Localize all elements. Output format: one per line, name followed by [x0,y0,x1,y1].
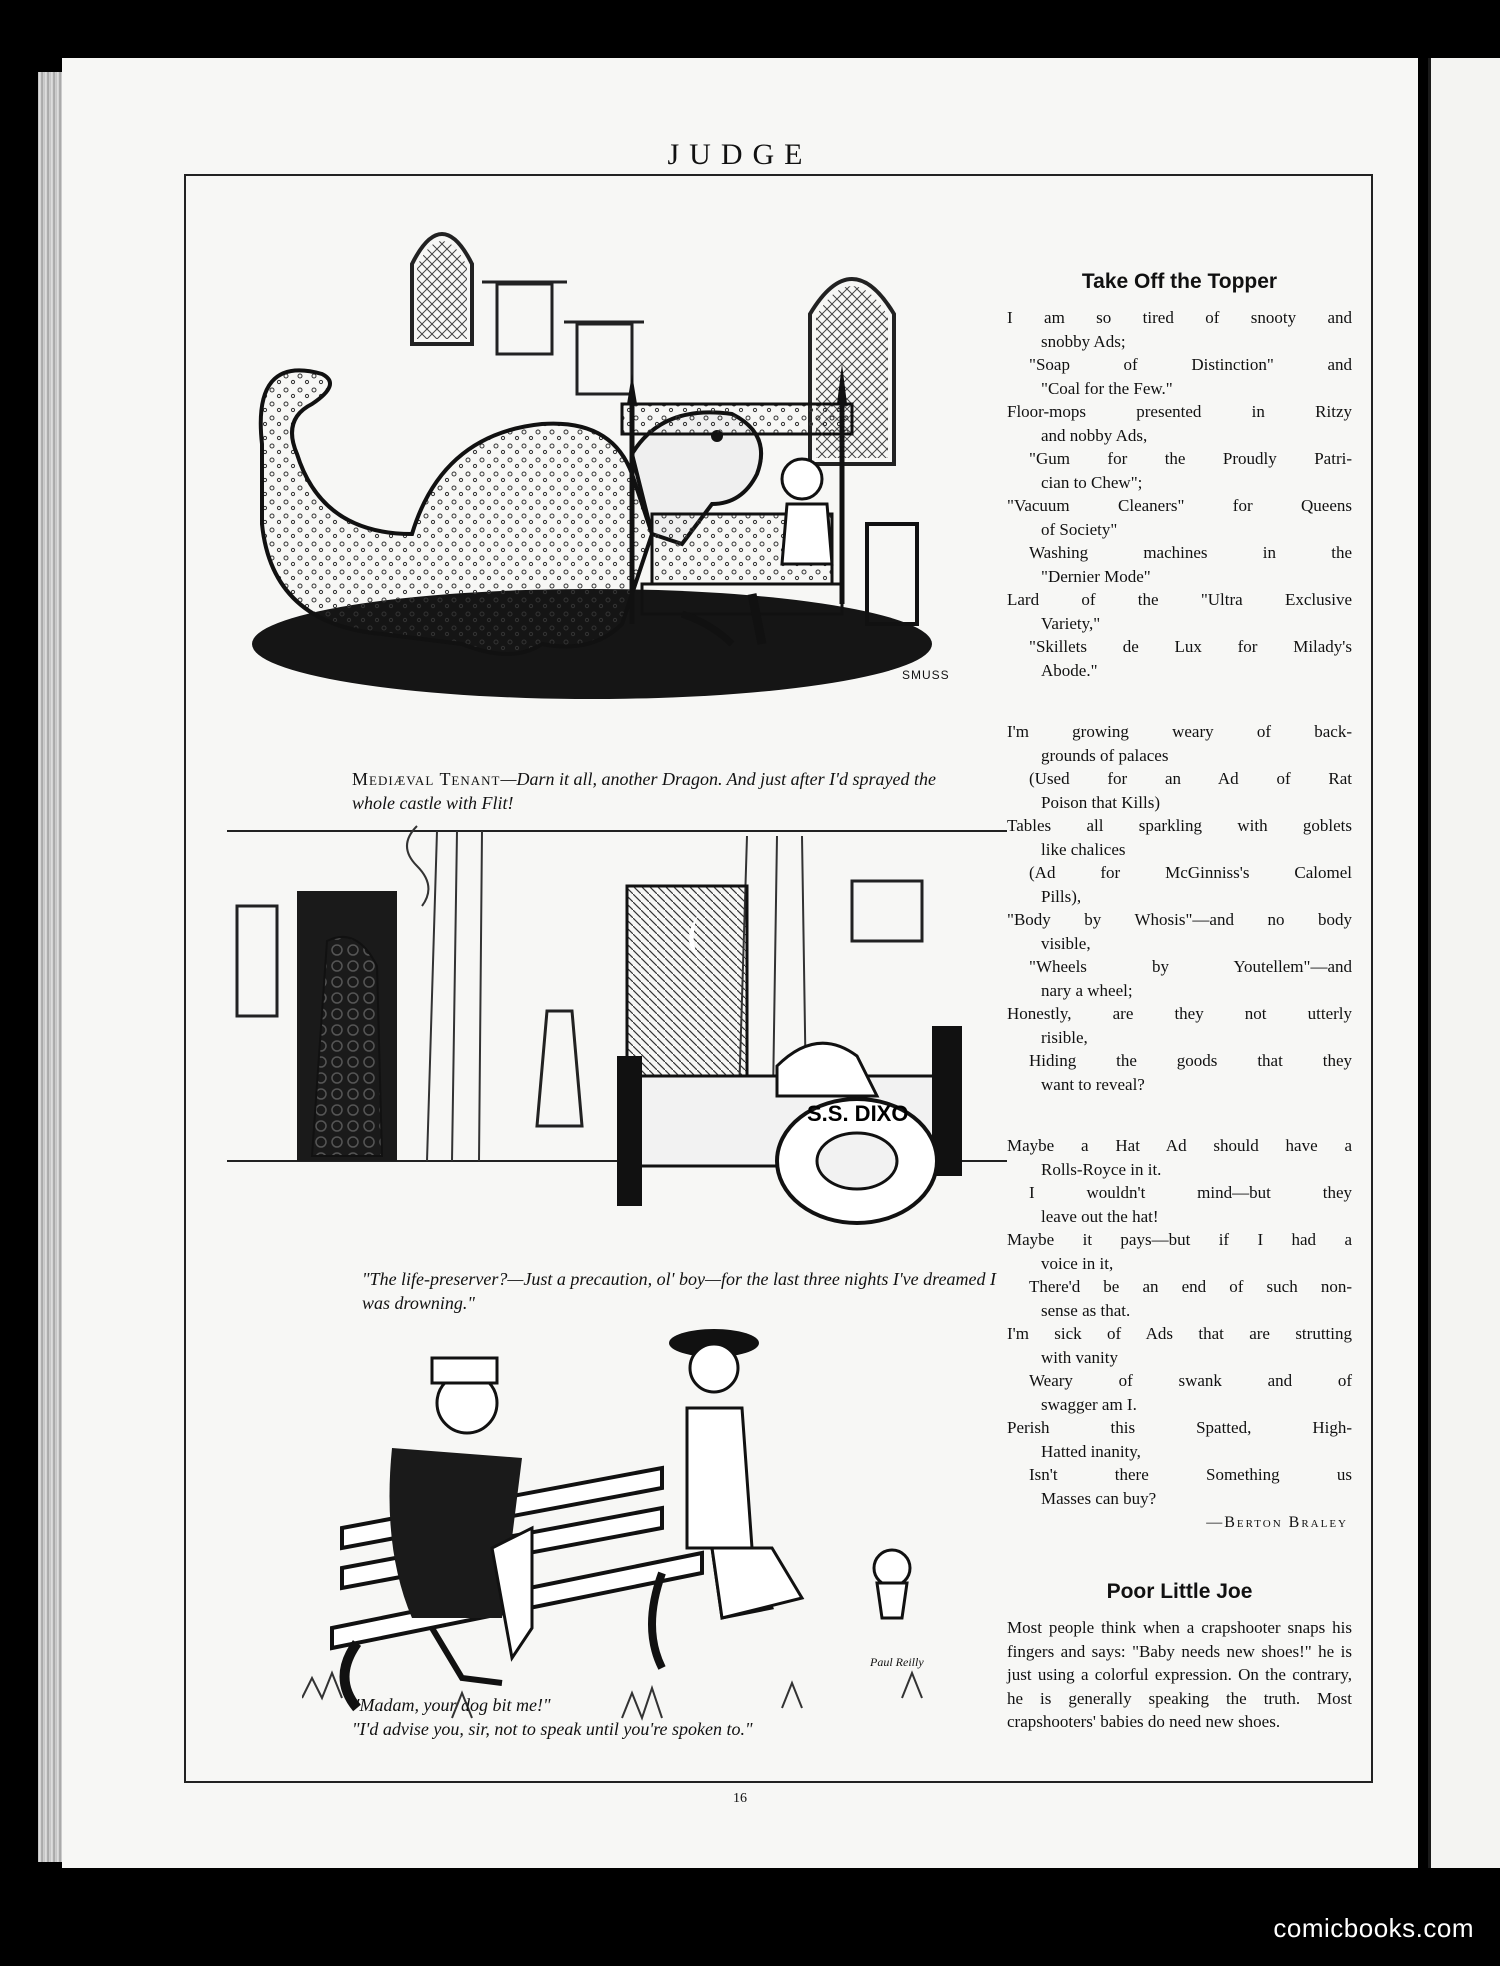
poem-line: Lard of the "Ultra Exclusive [1007,590,1352,609]
joke-text: Most people think when a crapshooter snaps his fingers and says: "Baby needs new shoes!" he is just using a colorful expression. On the contrary, he is generally speaking the truth. Most crapshooters' babies do need new shoes. [1007,1618,1352,1731]
joke-title: Poor Little Joe [1106,1580,1253,1603]
poem-line: leave out the hat! [1041,1206,1159,1226]
poem-line: I'm sick of Ads that are strutting [1007,1324,1352,1343]
caption-text: —Darn it all, another Dragon. And just after I'd sprayed the whole castle with Flit! [352,769,936,813]
poem-line: Rolls-Royce in it. [1041,1159,1162,1179]
cartoon3-caption-line1: "Madam, your dog bit me!" [352,1695,551,1715]
poem-line: and nobby Ads, [1041,425,1148,445]
poem-line: (Ad for McGinniss's Calomel [1029,863,1352,882]
poem-line: sense as that. [1041,1300,1131,1320]
masthead: JUDGE [667,138,813,171]
poem-line: "Skillets de Lux for Milady's [1029,637,1352,656]
poem-line: Floor-mops presented in Ritzy [1007,402,1352,421]
poem-line: There'd be an end of such non- [1029,1277,1352,1296]
lifebuoy-label: S.S. DIXO [807,1101,909,1126]
stanza-gap [1007,682,1352,720]
poem-line: Honestly, are they not utterly [1007,1004,1352,1023]
poem-line: Maybe it pays—but if I had a [1007,1230,1352,1249]
poem-line: "Body by Whosis"—and no body [1007,910,1352,929]
cartoon3-caption [352,1693,992,1741]
page-number: 16 [733,1791,747,1806]
poem-line: Pills), [1041,886,1082,906]
magazine-page [62,58,1418,1868]
poem-line: Perish this Spatted, High- [1007,1418,1352,1437]
poem-line: grounds of palaces [1041,745,1169,765]
poem-stanza-1 [1007,306,1352,682]
right-column [1007,270,1352,1734]
poem-line: Maybe a Hat Ad should have a [1007,1136,1352,1155]
caption-speaker: Mediæval Tenant [352,769,501,789]
bedroom-illustration [217,766,1012,1236]
poem-line: nary a wheel; [1041,980,1133,1000]
cartoon3-caption-line2: "I'd advise you, sir, not to speak until you're spoken to." [352,1719,753,1739]
poem-line: with vanity [1041,1347,1118,1367]
poem-line: Hiding the goods that they [1029,1051,1352,1070]
poem-stanza-3 [1007,1134,1352,1510]
poem-line: voice in it, [1041,1253,1114,1273]
poem-line: "Vacuum Cleaners" for Queens [1007,496,1352,515]
next-page-edge [1428,58,1500,1868]
poem-line: Weary of swank and of [1029,1371,1352,1390]
cartoon-bedroom [217,766,1012,1236]
watermark: comicbooks.com [1273,1913,1474,1943]
cartoon-dragon [212,204,1007,704]
poem-line: of Society" [1041,519,1118,539]
poem-line: Hatted inanity, [1041,1441,1141,1461]
dragon-illustration [212,204,1007,704]
poem-line: I'm growing weary of back- [1007,722,1352,741]
poem-line: like chalices [1041,839,1126,859]
poem-line: I am so tired of snooty and [1007,308,1352,327]
poem-line: I wouldn't mind—but they [1029,1183,1352,1202]
poem-line: Poison that Kills) [1041,792,1161,812]
poem-line: Tables all sparkling with goblets [1007,816,1352,835]
poem-line: Isn't there Something us [1029,1465,1352,1484]
poem-line: "Soap of Distinction" and [1029,355,1352,374]
poem-line: "Dernier Mode" [1041,566,1151,586]
cartoon3-signature: Paul Reilly [870,1655,924,1669]
cartoon2-caption: "The life-preserver?—Just a precaution, ol' boy—for the last three nights I've dreamed I was drowning." [362,1269,996,1313]
cartoon1-signature: SMUSS [902,668,950,682]
poem-line: Masses can buy? [1041,1488,1157,1508]
poem-title: Take Off the Topper [1081,270,1278,293]
poem-line: Variety," [1041,613,1101,633]
poem-line: "Gum for the Proudly Patri- [1029,449,1352,468]
poem-author: —Berton Braley [1206,1514,1348,1531]
poem-line: want to reveal? [1041,1074,1145,1094]
poem-line: visible, [1041,933,1091,953]
cartoon1-signature-box [902,668,982,692]
poem-line: Washing machines in the [1029,543,1352,562]
stanza-gap [1007,1096,1352,1134]
poem-line: "Coal for the Few." [1041,378,1173,398]
poem-line: snobby Ads; [1041,331,1126,351]
poem-line: risible, [1041,1027,1088,1047]
poem-line: (Used for an Ad of Rat [1029,769,1352,788]
poem-line: cian to Chew"; [1041,472,1143,492]
poem-line: Abode." [1041,660,1098,680]
poem-stanza-2 [1007,720,1352,1096]
poem-line: swagger am I. [1041,1394,1137,1414]
poem-line: "Wheels by Youtellem"—and [1029,957,1352,976]
